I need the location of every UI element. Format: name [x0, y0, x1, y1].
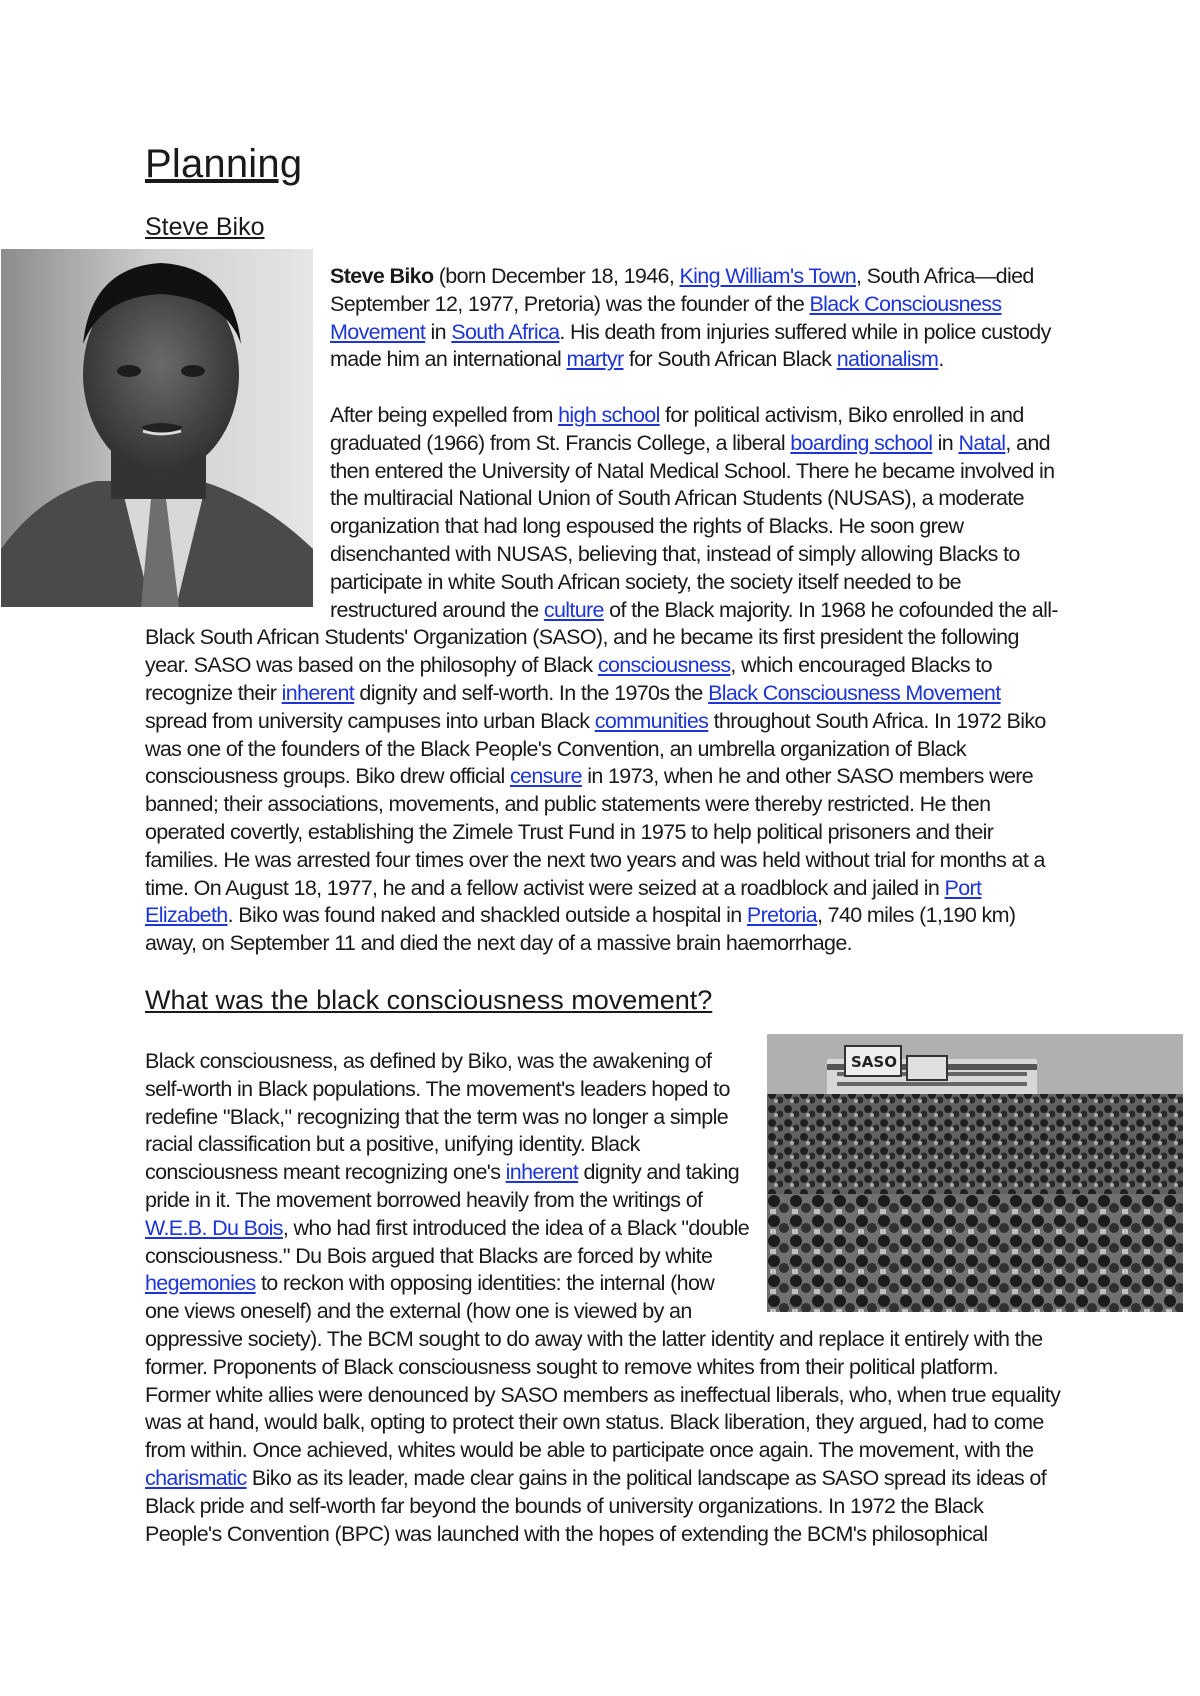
- text-run: throughout South Africa. In 1972 Biko was one of the founders of the Black People's Convention, an umbrella organization of Black consciousness groups. Biko drew official: [145, 708, 1046, 789]
- link-high-school[interactable]: high school: [558, 402, 660, 427]
- banner-sign: SASO: [851, 1053, 897, 1071]
- link-hegemonies[interactable]: hegemonies: [145, 1271, 256, 1296]
- link-inherent[interactable]: inherent: [505, 1160, 579, 1185]
- text-run: Black consciousness, as defined by Biko, was the awakening of self-worth in Black populations. The movement's leaders hoped to redefine "Black," recognizing that the term was no longer a simple racial classification but a positive, unifying identity. Black consciousness meant recognizing one's: [145, 1049, 730, 1185]
- text-run: for South African Black: [623, 347, 837, 372]
- text-run: for political activism, Biko enrolled in and graduated (1966) from St. Francis College, a liberal: [330, 402, 1024, 455]
- text-run: dignity and self-worth. In the 1970s the: [354, 680, 709, 705]
- text-run: . Biko was found naked and shackled outside a hospital in: [227, 903, 747, 928]
- text-run: , which encouraged Blacks to recognize their: [145, 653, 992, 705]
- text-run: Biko as its leader, made clear gains in the political landscape as SASO spread its ideas of Black pride and self-worth far beyond the bounds of university organizations. In 1972 the Black People's Convention (BPC) was launched with the hopes of extending the BCM's philosophical: [145, 1465, 1047, 1546]
- link-boarding-school[interactable]: boarding school: [790, 430, 933, 455]
- text-run: spread from university campuses into urban Black: [145, 708, 595, 733]
- link-natal[interactable]: Natal: [958, 430, 1006, 455]
- text-run: of the Black majority. In 1968 he cofounded the all-Black South African Students' Organization (SASO), and he became its first president the following year. SASO was based on the philosophy of Black: [145, 597, 1058, 678]
- section-heading-steve-biko: Steve Biko: [145, 213, 265, 241]
- person-name: Steve Biko: [330, 264, 434, 288]
- link-black-consciousness-movement[interactable]: Black Consciousness Movement: [330, 291, 1002, 344]
- link-inherent[interactable]: inherent: [281, 680, 355, 705]
- link-martyr[interactable]: martyr: [566, 347, 624, 372]
- text-run: in: [425, 319, 452, 344]
- text-run: , and then entered the University of Natal Medical School. There he became involved in the multiracial National Union of South African Students (NUSAS), a moderate organization that had long espoused the rights of Blacks. He soon grew disenchanted with NUSAS, believing that, instead of simply allowing Blacks to participate in white South African society, the society itself needed to be restructured around the: [330, 430, 1055, 622]
- text-run: After being expelled from: [330, 402, 559, 427]
- link-culture[interactable]: culture: [543, 597, 604, 622]
- text-run: , South Africa—died September 12, 1977, Pretoria) was the founder of the: [330, 264, 1034, 316]
- crowd-illustration: [767, 1034, 1183, 1312]
- link-black-consciousness-movement[interactable]: Black Consciousness Movement: [708, 680, 1001, 705]
- text-run: in: [932, 430, 959, 455]
- link-king-williams-town[interactable]: King William's Town: [679, 264, 857, 288]
- bcm-section: [145, 1048, 1065, 1548]
- text-run: , who had first introduced the idea of a Black "double consciousness." Du Bois argued that Blacks are forced by white: [145, 1215, 750, 1268]
- text-run: .: [938, 347, 944, 372]
- link-south-africa[interactable]: South Africa: [451, 319, 560, 344]
- page-title: Planning: [145, 142, 303, 186]
- portrait-illustration: [1, 249, 313, 607]
- link-censure[interactable]: censure: [509, 764, 582, 789]
- link-pretoria[interactable]: Pretoria: [746, 903, 817, 928]
- text-run: to reckon with opposing identities: the internal (how one views oneself) and the external (how one is viewed by an oppressive society). The BCM sought to do away with the latter identity and replace it entirely with the former. Proponents of Black consciousness sought to remove whites from their political platform. Former white allies were denounced by SASO members as ineffectual liberals, who, when true equality was at hand, would balk, opting to protect their own status. Black liberation, they argued, had to come from within. Once achieved, whites would be able to participate once again. The movement, with the: [145, 1271, 1061, 1463]
- text-run: in 1973, when he and other SASO members were banned; their associations, movements, and public statements were thereby restricted. He then operated covertly, establishing the Zimele Trust Fund in 1975 to help political prisoners and their families. He was arrested four times over the next two years and was held without trial for months at a time. On August 18, 1977, he and a fellow activist were seized at a roadblock and jailed in: [145, 764, 1045, 900]
- section-heading-bcm: What was the black consciousness movement?: [145, 985, 713, 1015]
- portrait-photo: [1, 249, 313, 607]
- link-communities[interactable]: communities: [594, 708, 709, 733]
- link-consciousness[interactable]: consciousness: [597, 653, 731, 678]
- link-charismatic[interactable]: charismatic: [145, 1465, 247, 1490]
- text-run: dignity and taking pride in it. The movement borrowed heavily from the writings of: [145, 1160, 740, 1212]
- text-run: . His death from injuries suffered while in police custody made him an international: [330, 319, 1051, 372]
- text-run: , 740 miles (1,190 km) away, on September 11 and died the next day of a massive brain haemorrhage.: [145, 903, 1016, 956]
- text-run: (born December 18, 1946,: [433, 264, 680, 288]
- biography-section: [145, 263, 1060, 958]
- crowd-photo: [767, 1034, 1183, 1312]
- link-nationalism[interactable]: nationalism: [836, 347, 939, 372]
- link-port-elizabeth[interactable]: Port Elizabeth: [145, 875, 982, 928]
- link-web-du-bois[interactable]: W.E.B. Du Bois: [145, 1215, 283, 1240]
